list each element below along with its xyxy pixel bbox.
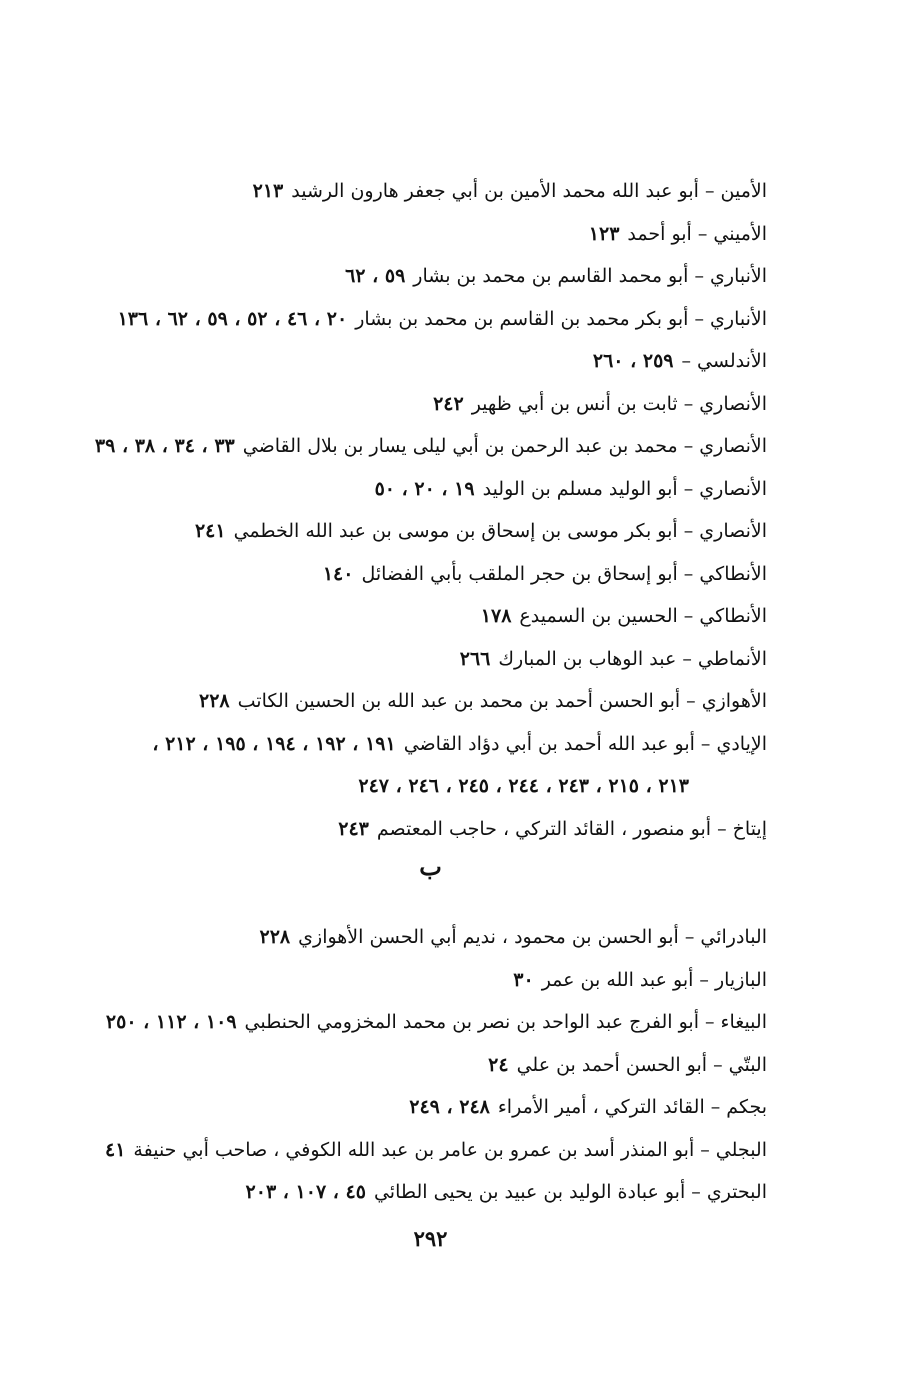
entry-text: الأنماطي – عبد الوهاب بن المبارك	[498, 647, 767, 670]
entry-page-refs: ٣٣ ، ٣٤ ، ٣٨ ، ٣٩	[94, 435, 235, 457]
index-entry	[67, 959, 767, 1002]
entry-text: الأنصاري – محمد بن عبد الرحمن بن أبي ليلى يسار بن بلال القاضي	[242, 435, 767, 457]
entry-page-refs: ١٤٠	[322, 562, 354, 585]
index-entry	[67, 255, 767, 298]
entry-text: البتّي – أبو الحسن أحمد بن علي	[516, 1053, 767, 1076]
index-entry	[67, 510, 767, 553]
index-section-alif	[67, 170, 767, 850]
entry-page-refs: ٢٦٦	[459, 647, 491, 670]
index-entry	[67, 468, 767, 511]
entry-text: الأنصاري – أبو بكر موسى بن إسحاق بن موسى بن عبد الله الخطمي	[233, 520, 767, 542]
index-entry	[67, 425, 767, 468]
entry-page-refs: ٢٤	[488, 1053, 509, 1076]
entry-page-refs: ١٢٣	[588, 222, 620, 245]
index-entry	[67, 680, 767, 723]
entry-page-refs: ٥٩ ، ٦٢	[345, 265, 406, 287]
index-entry	[67, 916, 767, 959]
entry-page-refs: ٣٠	[513, 968, 534, 991]
entry-page-refs: ١٩١ ، ١٩٢ ، ١٩٤ ، ١٩٥ ، ٢١٢ ،	[152, 732, 396, 755]
entry-page-refs: ٤٥ ، ١٠٧ ، ٢٠٣	[245, 1181, 366, 1203]
index-entry	[67, 170, 767, 213]
entry-text: الأهوازي – أبو الحسن أحمد بن محمد بن عبد الله بن الحسين الكاتب	[237, 690, 767, 712]
entry-page-refs: ٢٢٨	[259, 926, 291, 948]
entry-text: الأنباري – أبو محمد القاسم بن محمد بن بشار	[413, 265, 767, 287]
entry-page-refs: ٢٢٨	[199, 690, 230, 712]
index-entry	[67, 213, 767, 256]
index-entry	[67, 383, 767, 426]
page-number: ٢٩٢	[413, 1226, 448, 1251]
entry-text: البادرائي – أبو الحسن بن محمود ، نديم أبي الحسن الأهوازي	[298, 926, 767, 948]
index-entry	[67, 1086, 767, 1129]
entry-text: الأنصاري – ثابت بن أنس بن أبي ظهير	[471, 392, 767, 415]
index-entry-continuation	[67, 765, 767, 808]
entry-page-refs: ١٠٩ ، ١١٢ ، ٢٥٠	[105, 1011, 237, 1033]
entry-text: البيغاء – أبو الفرج عبد الواحد بن نصر بن محمد المخزومي الحنطبي	[244, 1011, 767, 1033]
entry-page-refs: ٢٠ ، ٤٦ ، ٥٢ ، ٥٩ ، ٦٢ ، ١٣٦	[117, 307, 348, 330]
entry-text: إيتاخ – أبو منصور ، القائد التركي ، حاجب المعتصم	[376, 817, 767, 840]
index-entry	[67, 1044, 767, 1087]
entry-text: الأنباري – أبو بكر محمد بن القاسم بن محمد بن بشار	[355, 307, 767, 330]
entry-page-refs: ٢٥٩ ، ٢٦٠	[592, 350, 674, 372]
entry-text: الأنطاكي – أبو إسحاق بن حجر الملقب بأبي الفضائل	[361, 562, 767, 585]
entry-text: الأنطاكي – الحسين بن السميدع	[519, 605, 767, 627]
index-entry	[67, 1001, 767, 1044]
entry-page-refs: ٢١٣	[252, 180, 284, 202]
index-entry	[67, 723, 767, 766]
index-entry	[67, 808, 767, 851]
entry-text: البازيار – أبو عبد الله بن عمر	[541, 968, 767, 991]
index-entry	[67, 595, 767, 638]
entry-page-refs: ٢٤٣	[338, 817, 369, 840]
index-entry	[67, 1129, 767, 1172]
section-heading-ba: ب	[419, 852, 442, 881]
entry-text: الأميني – أبو أحمد	[627, 222, 767, 245]
entry-text: الأمين – أبو عبد الله محمد الأمين بن أبي جعفر هارون الرشيد	[291, 180, 767, 202]
entry-text: الأندلسي –	[681, 350, 767, 372]
entry-text: بجكم – القائد التركي ، أمير الأمراء	[497, 1096, 767, 1118]
index-entry	[67, 340, 767, 383]
entry-page-refs: ١٩ ، ٢٠ ، ٥٠	[374, 477, 475, 500]
entry-page-refs: ١٧٨	[480, 605, 512, 627]
index-entry	[67, 638, 767, 681]
entry-text: البحتري – أبو عبادة الوليد بن عبيد بن يحيى الطائي	[373, 1181, 767, 1203]
entry-text: الأنصاري – أبو الوليد مسلم بن الوليد	[482, 477, 767, 500]
entry-page-refs: ٤١	[104, 1138, 126, 1161]
entry-text: البجلي – أبو المنذر أسد بن عمرو بن عامر بن عبد الله الكوفي ، صاحب أبي حنيفة	[133, 1138, 767, 1161]
index-entry	[67, 553, 767, 596]
index-section-ba	[67, 916, 767, 1214]
index-entry	[67, 298, 767, 341]
entry-text: الإيادي – أبو عبد الله أحمد بن أبي دؤاد القاضي	[403, 732, 767, 755]
entry-page-refs: ٢٤٢	[433, 392, 464, 415]
entry-page-refs: ٢٤١	[194, 520, 226, 542]
entry-page-refs: ٢١٣ ، ٢١٥ ، ٢٤٣ ، ٢٤٤ ، ٢٤٥ ، ٢٤٦ ، ٢٤٧	[358, 775, 689, 797]
index-entry	[67, 1171, 767, 1214]
entry-page-refs: ٢٤٨ ، ٢٤٩	[409, 1096, 490, 1118]
